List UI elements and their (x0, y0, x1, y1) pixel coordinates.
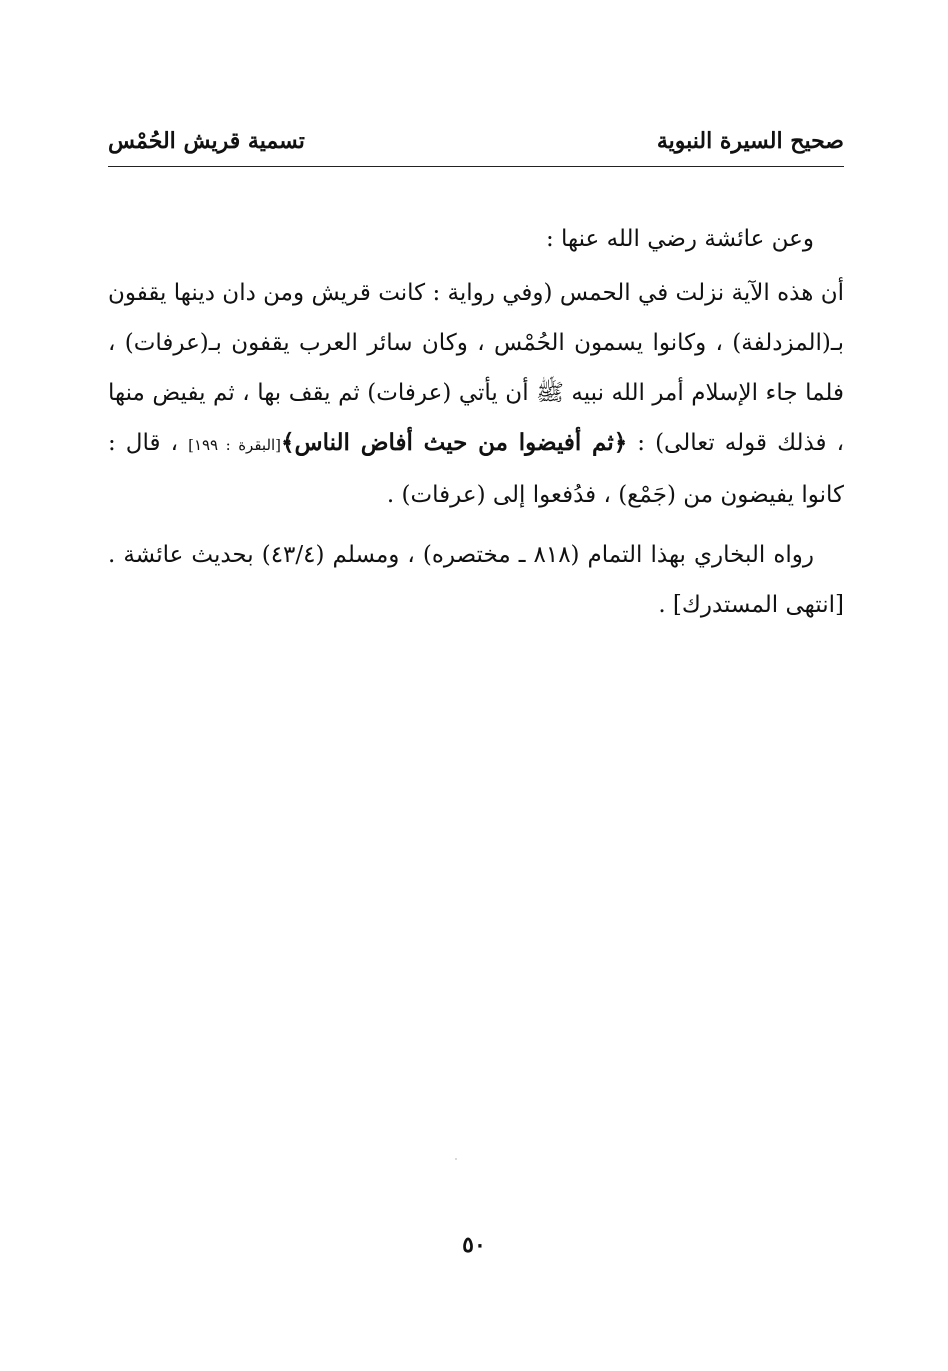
quran-reference: [البقرة : ١٩٩] (188, 436, 282, 454)
scan-speck (455, 1158, 457, 1160)
page-number: ٥٠ (462, 1232, 486, 1258)
hadith-text-part-2: ، قال : كانوا يفيضون من (جَمْع) ، فدُفعوا إلى (عرفات) . (108, 430, 844, 508)
page-body (108, 214, 844, 630)
hadith-text (108, 268, 844, 520)
chapter-title: تسمية قريش الحُمْس (108, 128, 305, 154)
hadith-intro: وعن عائشة رضي الله عنها : (545, 226, 814, 252)
hadith-source: رواه البخاري بهذا التمام (٨١٨ ـ مختصره) ، ومسلم (٤٣/٤) بحديث عائشة . [انتهى المستدرك] . (108, 542, 844, 618)
quran-verse: ﴿ثم أفيضوا من حيث أفاض الناس﴾ (281, 429, 628, 456)
running-header (108, 118, 844, 168)
hadith-text-part-1: أن هذه الآية نزلت في الحمس (وفي رواية : كانت قريش ومن دان دينها يقفون بـ(المزدلفة) ، وكانوا يسمون الحُمْس ، وكان سائر العرب يقفون بـ(عرفات) ، فلما جاء الإسلام أمر الله نبيه ﷺ أن يأتي (عرفات) ثم يقف بها ، ثم يفيض منها ، فذلك قوله تعالى) : (108, 280, 845, 456)
book-title: صحيح السيرة النبوية (656, 128, 844, 154)
header-divider (108, 166, 844, 167)
